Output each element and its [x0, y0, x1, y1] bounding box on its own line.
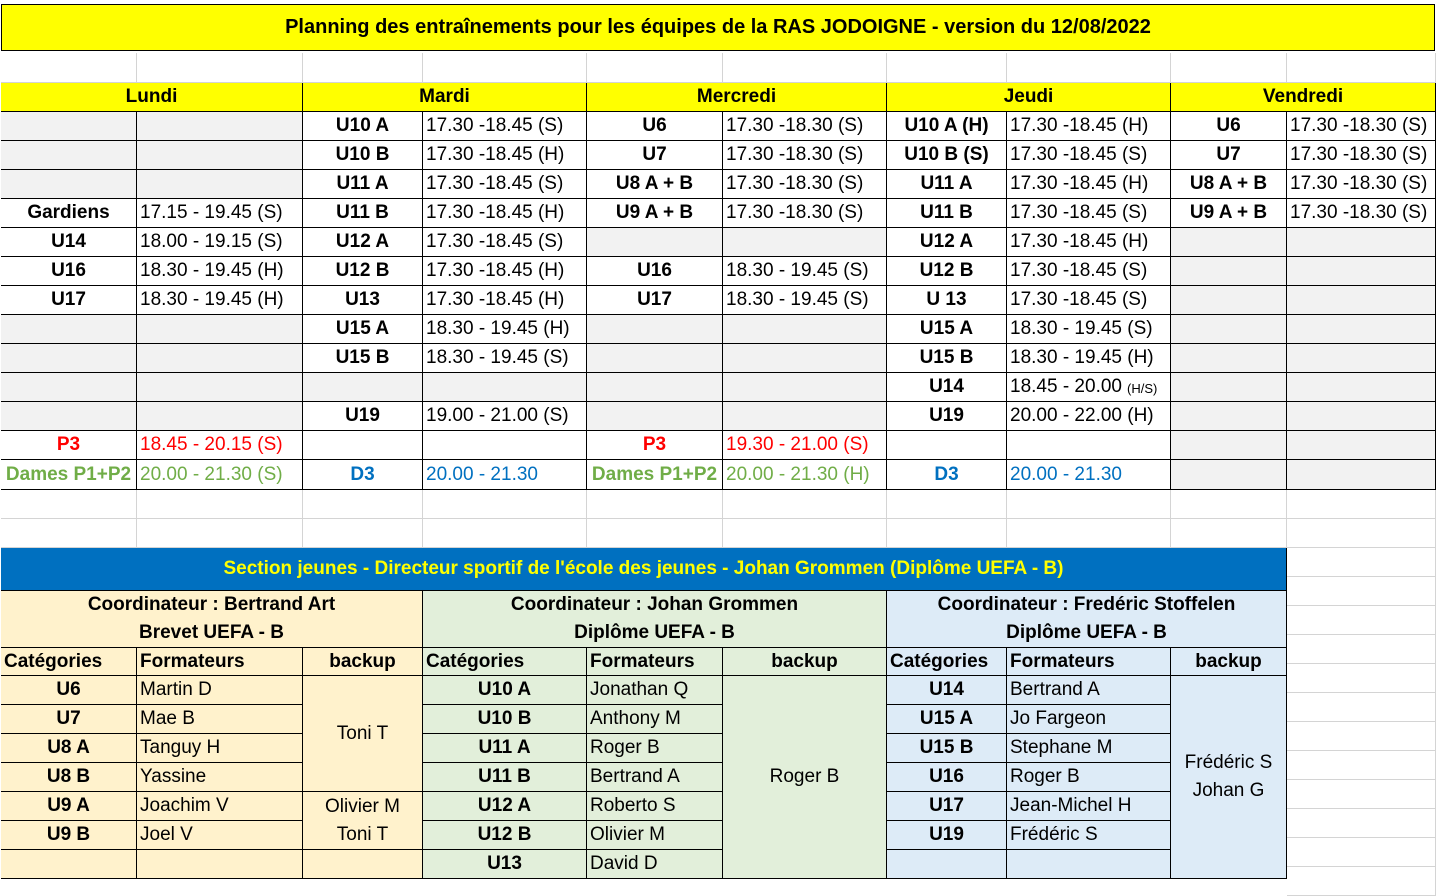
time-cell[interactable]	[423, 373, 587, 402]
trainer-cell[interactable]: Roberto S	[587, 792, 723, 821]
category-cell[interactable]: U10 A	[423, 676, 587, 705]
empty-cell[interactable]	[1287, 722, 1436, 751]
coordinator-diploma: Diplôme UEFA - B	[1006, 622, 1167, 643]
column-header[interactable]: Catégories	[1, 648, 137, 676]
time-cell[interactable]: 18.30 - 19.45 (S)	[723, 286, 887, 315]
time-cell[interactable]: 17.30 -18.30 (S)	[1287, 199, 1436, 228]
column-header[interactable]: backup	[303, 648, 423, 676]
location-suffix: (H/S)	[1127, 381, 1158, 396]
time-cell[interactable]: 19.00 - 21.00 (S)	[423, 402, 587, 431]
team-cell[interactable]	[1171, 402, 1287, 431]
team-cell[interactable]: U14	[1, 228, 137, 257]
empty-cell[interactable]	[303, 53, 423, 83]
backup-name: Frédéric S	[1184, 752, 1273, 773]
time-cell[interactable]	[137, 141, 303, 170]
empty-cell[interactable]	[1287, 809, 1436, 838]
time-cell[interactable]: 18.30 - 19.45 (S)	[723, 257, 887, 286]
trainer-cell[interactable]: Bertrand A	[1007, 676, 1171, 705]
time-cell[interactable]: 17.30 -18.30 (S)	[1287, 112, 1436, 141]
trainer-cell[interactable]: Jonathan Q	[587, 676, 723, 705]
category-cell[interactable]	[1, 850, 137, 879]
column-header[interactable]: Catégories	[423, 648, 587, 676]
day-header-jeudi[interactable]: Jeudi	[887, 83, 1171, 112]
team-cell[interactable]	[1, 344, 137, 373]
empty-cell[interactable]	[303, 519, 423, 548]
day-header-vendredi[interactable]: Vendredi	[1171, 83, 1436, 112]
trainer-cell[interactable]: Jo Fargeon	[1007, 705, 1171, 734]
empty-cell[interactable]	[723, 490, 887, 519]
team-cell[interactable]	[1171, 373, 1287, 402]
empty-cell[interactable]	[423, 519, 587, 548]
coordinator-diploma: Brevet UEFA - B	[139, 622, 284, 643]
empty-cell[interactable]	[1287, 635, 1436, 664]
empty-cell[interactable]	[1, 53, 137, 83]
team-cell[interactable]: U 13	[887, 286, 1007, 315]
empty-cell[interactable]	[887, 490, 1007, 519]
time-cell[interactable]: 18.45 - 20.00	[1007, 373, 1171, 402]
team-cell[interactable]: U8 A + B	[587, 170, 723, 199]
team-cell[interactable]: U10 B (S)	[887, 141, 1007, 170]
time-cell[interactable]	[723, 315, 887, 344]
senior-cell[interactable]: D3	[303, 460, 423, 490]
empty-cell[interactable]	[1171, 519, 1287, 548]
team-cell[interactable]	[1171, 228, 1287, 257]
senior-cell[interactable]: 20.00 - 21.30 (H)	[723, 460, 887, 490]
backup-name: Johan G	[1192, 780, 1265, 801]
trainer-cell[interactable]: Joel V	[137, 821, 303, 850]
coordinator-name: Coordinateur : Johan Grommen	[510, 594, 799, 615]
team-cell[interactable]: U7	[587, 141, 723, 170]
column-header[interactable]: backup	[1171, 648, 1287, 676]
trainer-cell[interactable]: Stephane M	[1007, 734, 1171, 763]
empty-cell[interactable]	[1007, 53, 1171, 83]
category-cell[interactable]: U8 B	[1, 763, 137, 792]
team-cell[interactable]: U13	[303, 286, 423, 315]
senior-cell[interactable]: P3	[587, 431, 723, 460]
team-cell[interactable]: U7	[1171, 141, 1287, 170]
time-cell[interactable]	[723, 228, 887, 257]
empty-cell[interactable]	[1287, 548, 1436, 577]
empty-cell[interactable]	[1287, 53, 1436, 83]
team-cell[interactable]: U11 A	[887, 170, 1007, 199]
senior-cell[interactable]	[887, 431, 1007, 460]
time-cell[interactable]: 20.00 - 22.00 (H)	[1007, 402, 1171, 431]
time-cell[interactable]: 17.30 -18.45 (S)	[1007, 141, 1171, 170]
time-cell[interactable]: 17.30 -18.30 (S)	[723, 170, 887, 199]
category-cell[interactable]	[887, 850, 1007, 879]
empty-cell[interactable]	[137, 53, 303, 83]
time-cell[interactable]: 17.30 -18.45 (H)	[1007, 228, 1171, 257]
empty-cell[interactable]	[587, 53, 723, 83]
category-cell[interactable]: U6	[1, 676, 137, 705]
category-cell[interactable]: U7	[1, 705, 137, 734]
category-cell[interactable]: U11 B	[423, 763, 587, 792]
category-cell[interactable]: U9 B	[1, 821, 137, 850]
time-cell[interactable]	[137, 344, 303, 373]
trainer-cell[interactable]	[137, 850, 303, 879]
team-cell[interactable]	[1, 141, 137, 170]
trainer-cell[interactable]: Frédéric S	[1007, 821, 1171, 850]
team-cell[interactable]: U11 B	[303, 199, 423, 228]
senior-cell[interactable]	[1007, 431, 1171, 460]
team-cell[interactable]: U17	[587, 286, 723, 315]
team-cell[interactable]: U9 A + B	[587, 199, 723, 228]
team-cell[interactable]: U15 B	[303, 344, 423, 373]
team-cell[interactable]	[587, 373, 723, 402]
column-header[interactable]: Formateurs	[137, 648, 303, 676]
empty-cell[interactable]	[423, 490, 587, 519]
coordinator-block[interactable]	[1, 591, 423, 648]
senior-cell[interactable]: 19.30 - 21.00 (S)	[723, 431, 887, 460]
time-cell[interactable]: 17.30 -18.45 (H)	[423, 286, 587, 315]
team-cell[interactable]	[1171, 315, 1287, 344]
time-cell[interactable]: 17.30 -18.30 (S)	[1287, 141, 1436, 170]
team-cell[interactable]: U11 B	[887, 199, 1007, 228]
time-cell[interactable]	[1287, 257, 1436, 286]
category-cell[interactable]: U12 B	[423, 821, 587, 850]
team-cell[interactable]: U8 A + B	[1171, 170, 1287, 199]
time-cell[interactable]: 18.30 - 19.45 (H)	[137, 257, 303, 286]
team-cell[interactable]: Gardiens	[1, 199, 137, 228]
team-cell[interactable]: U6	[1171, 112, 1287, 141]
trainer-cell[interactable]: Roger B	[1007, 763, 1171, 792]
trainer-cell[interactable]	[1007, 850, 1171, 879]
coordinator-block[interactable]	[423, 591, 887, 648]
empty-cell[interactable]	[1287, 867, 1436, 896]
team-cell[interactable]: U12 A	[887, 228, 1007, 257]
time-cell[interactable]: 18.00 - 19.15 (S)	[137, 228, 303, 257]
team-cell[interactable]: U9 A + B	[1171, 199, 1287, 228]
team-cell[interactable]	[1171, 344, 1287, 373]
day-header-mardi[interactable]: Mardi	[303, 83, 587, 112]
time-cell[interactable]: 17.30 -18.45 (H)	[423, 141, 587, 170]
empty-cell[interactable]	[1287, 490, 1436, 519]
day-header-mercredi[interactable]: Mercredi	[587, 83, 887, 112]
empty-cell[interactable]	[1287, 606, 1436, 635]
coordinator-name: Coordinateur : Fredéric Stoffelen	[937, 594, 1236, 615]
empty-cell[interactable]	[723, 53, 887, 83]
time-cell[interactable]: 17.15 - 19.45 (S)	[137, 199, 303, 228]
team-cell[interactable]: U12 B	[887, 257, 1007, 286]
time-cell[interactable]	[1287, 373, 1436, 402]
column-header[interactable]: Catégories	[887, 648, 1007, 676]
time-cell[interactable]: 17.30 -18.45 (H)	[423, 199, 587, 228]
time-cell[interactable]: 17.30 -18.30 (S)	[723, 199, 887, 228]
empty-cell[interactable]	[723, 519, 887, 548]
senior-cell[interactable]	[1287, 460, 1436, 490]
trainer-cell[interactable]: Bertrand A	[587, 763, 723, 792]
team-cell[interactable]: U16	[1, 257, 137, 286]
empty-cell[interactable]	[1287, 751, 1436, 780]
time-cell[interactable]	[137, 112, 303, 141]
time-cell[interactable]: 18.30 - 19.45 (S)	[423, 344, 587, 373]
category-cell[interactable]: U9 A	[1, 792, 137, 821]
time-cell[interactable]	[137, 402, 303, 431]
trainer-cell[interactable]: David D	[587, 850, 723, 879]
team-cell[interactable]: U15 A	[887, 315, 1007, 344]
category-cell[interactable]: U11 A	[423, 734, 587, 763]
youth-banner[interactable]: Section jeunes - Directeur sportif de l'école des jeunes - Johan Grommen (Diplôme UEFA - B)	[1, 548, 1287, 591]
senior-cell[interactable]: 18.45 - 20.15 (S)	[137, 431, 303, 460]
category-cell[interactable]: U14	[887, 676, 1007, 705]
category-cell[interactable]: U15 A	[887, 705, 1007, 734]
category-cell[interactable]: U15 B	[887, 734, 1007, 763]
time-cell[interactable]	[137, 170, 303, 199]
empty-cell[interactable]	[1007, 490, 1171, 519]
trainer-cell[interactable]: Joachim V	[137, 792, 303, 821]
time-cell[interactable]	[1287, 344, 1436, 373]
time-cell[interactable]	[1287, 228, 1436, 257]
team-cell[interactable]: U19	[887, 402, 1007, 431]
empty-cell[interactable]	[887, 53, 1007, 83]
time-cell[interactable]: 17.30 -18.45 (H)	[1007, 112, 1171, 141]
time-cell[interactable]	[1287, 315, 1436, 344]
senior-cell[interactable]: Dames P1+P2	[1, 460, 137, 490]
team-cell[interactable]: U12 B	[303, 257, 423, 286]
backup-name: Olivier M	[325, 795, 400, 817]
empty-cell[interactable]	[1171, 53, 1287, 83]
senior-cell[interactable]: 20.00 - 21.30 (S)	[137, 460, 303, 490]
day-header-lundi[interactable]: Lundi	[1, 83, 303, 112]
team-cell[interactable]	[587, 402, 723, 431]
team-cell[interactable]	[303, 373, 423, 402]
time-cell[interactable]	[137, 373, 303, 402]
senior-cell[interactable]: Dames P1+P2	[587, 460, 723, 490]
team-cell[interactable]: U10 A	[303, 112, 423, 141]
team-cell[interactable]	[1, 315, 137, 344]
category-cell[interactable]: U17	[887, 792, 1007, 821]
team-cell[interactable]: U15 A	[303, 315, 423, 344]
time-cell[interactable]	[723, 344, 887, 373]
backup-cell[interactable]: Roger B	[723, 676, 887, 879]
empty-cell[interactable]	[303, 490, 423, 519]
time-cell[interactable]: 17.30 -18.45 (S)	[1007, 257, 1171, 286]
time-cell[interactable]: 18.30 - 19.45 (H)	[1007, 344, 1171, 373]
column-header[interactable]: backup	[723, 648, 887, 676]
time-cell[interactable]: 17.30 -18.45 (S)	[423, 112, 587, 141]
time-cell[interactable]: 17.30 -18.30 (S)	[723, 141, 887, 170]
time-cell[interactable]: 17.30 -18.30 (S)	[723, 112, 887, 141]
category-cell[interactable]: U10 B	[423, 705, 587, 734]
column-header[interactable]: Formateurs	[1007, 648, 1171, 676]
empty-cell[interactable]	[1287, 664, 1436, 693]
trainer-cell[interactable]: Mae B	[137, 705, 303, 734]
senior-cell[interactable]: 20.00 - 21.30	[423, 460, 587, 490]
coordinator-name: Coordinateur : Bertrand Art	[87, 594, 336, 615]
time-cell[interactable]: 17.30 -18.45 (H)	[1007, 170, 1171, 199]
trainer-cell[interactable]: Olivier M	[587, 821, 723, 850]
category-cell[interactable]: U12 A	[423, 792, 587, 821]
time-cell[interactable]	[723, 402, 887, 431]
team-cell[interactable]	[587, 344, 723, 373]
team-cell[interactable]: U16	[587, 257, 723, 286]
trainer-cell[interactable]: Anthony M	[587, 705, 723, 734]
team-cell[interactable]: U6	[587, 112, 723, 141]
empty-cell[interactable]	[1, 519, 137, 548]
team-cell[interactable]	[587, 228, 723, 257]
backup-cell-pair[interactable]	[303, 792, 423, 850]
empty-cell[interactable]	[1287, 519, 1436, 548]
time-cell[interactable]: 18.30 - 19.45 (H)	[423, 315, 587, 344]
team-cell[interactable]: U14	[887, 373, 1007, 402]
empty-cell[interactable]	[1287, 838, 1436, 867]
team-cell[interactable]: U17	[1, 286, 137, 315]
backup-cell[interactable]: Toni T	[303, 676, 423, 792]
senior-cell[interactable]: P3	[1, 431, 137, 460]
senior-cell[interactable]: 20.00 - 21.30	[1007, 460, 1171, 490]
empty-cell[interactable]	[1171, 490, 1287, 519]
time-cell[interactable]: 18.30 - 19.45 (H)	[137, 286, 303, 315]
trainer-cell[interactable]: Roger B	[587, 734, 723, 763]
trainer-cell[interactable]: Jean-Michel H	[1007, 792, 1171, 821]
team-cell[interactable]	[1, 112, 137, 141]
team-cell[interactable]	[1, 402, 137, 431]
coordinator-block[interactable]	[887, 591, 1287, 648]
team-cell[interactable]: U12 A	[303, 228, 423, 257]
time-cell[interactable]: 17.30 -18.45 (S)	[1007, 286, 1171, 315]
empty-cell[interactable]	[423, 53, 587, 83]
senior-cell[interactable]	[1287, 431, 1436, 460]
backup-cell[interactable]	[303, 850, 423, 879]
category-cell[interactable]: U19	[887, 821, 1007, 850]
team-cell[interactable]: U11 A	[303, 170, 423, 199]
team-cell[interactable]	[587, 315, 723, 344]
time-cell[interactable]	[1287, 402, 1436, 431]
empty-cell[interactable]	[587, 490, 723, 519]
category-cell[interactable]: U13	[423, 850, 587, 879]
senior-cell[interactable]	[1171, 431, 1287, 460]
team-cell[interactable]	[1171, 257, 1287, 286]
trainer-cell[interactable]: Yassine	[137, 763, 303, 792]
time-cell[interactable]: 17.30 -18.45 (S)	[1007, 199, 1171, 228]
empty-cell[interactable]	[1007, 519, 1171, 548]
senior-cell[interactable]	[303, 431, 423, 460]
time-cell[interactable]: 17.30 -18.30 (S)	[1287, 170, 1436, 199]
time-cell[interactable]: 17.30 -18.45 (S)	[423, 228, 587, 257]
time-cell[interactable]: 17.30 -18.45 (H)	[423, 257, 587, 286]
team-cell[interactable]	[1, 170, 137, 199]
empty-cell[interactable]	[1287, 577, 1436, 606]
empty-cell[interactable]	[1287, 780, 1436, 809]
team-cell[interactable]: U19	[303, 402, 423, 431]
team-cell[interactable]: U10 A (H)	[887, 112, 1007, 141]
team-cell[interactable]	[1171, 286, 1287, 315]
time-cell[interactable]	[137, 315, 303, 344]
senior-cell[interactable]	[1171, 460, 1287, 490]
coordinator-diploma: Diplôme UEFA - B	[574, 622, 735, 643]
category-cell[interactable]: U16	[887, 763, 1007, 792]
team-cell[interactable]: U15 B	[887, 344, 1007, 373]
trainer-cell[interactable]: Martin D	[137, 676, 303, 705]
senior-cell[interactable]	[423, 431, 587, 460]
empty-cell[interactable]	[137, 519, 303, 548]
time-cell[interactable]: 17.30 -18.45 (S)	[423, 170, 587, 199]
backup-name: Toni T	[336, 823, 389, 845]
backup-cell-pair-2[interactable]	[1171, 676, 1287, 879]
empty-cell[interactable]	[1, 490, 137, 519]
empty-cell[interactable]	[137, 490, 303, 519]
team-cell[interactable]	[1, 373, 137, 402]
empty-cell[interactable]	[1287, 693, 1436, 722]
time-cell[interactable]	[1287, 286, 1436, 315]
category-cell[interactable]: U8 A	[1, 734, 137, 763]
time-cell[interactable]: 18.30 - 19.45 (S)	[1007, 315, 1171, 344]
team-cell[interactable]: U10 B	[303, 141, 423, 170]
empty-cell[interactable]	[587, 519, 723, 548]
time-cell[interactable]	[723, 373, 887, 402]
column-header[interactable]: Formateurs	[587, 648, 723, 676]
empty-cell[interactable]	[887, 519, 1007, 548]
senior-cell[interactable]: D3	[887, 460, 1007, 490]
trainer-cell[interactable]: Tanguy H	[137, 734, 303, 763]
page-title: Planning des entraînements pour les équipes de la RAS JODOIGNE - version du 12/08/2022	[1, 4, 1435, 51]
